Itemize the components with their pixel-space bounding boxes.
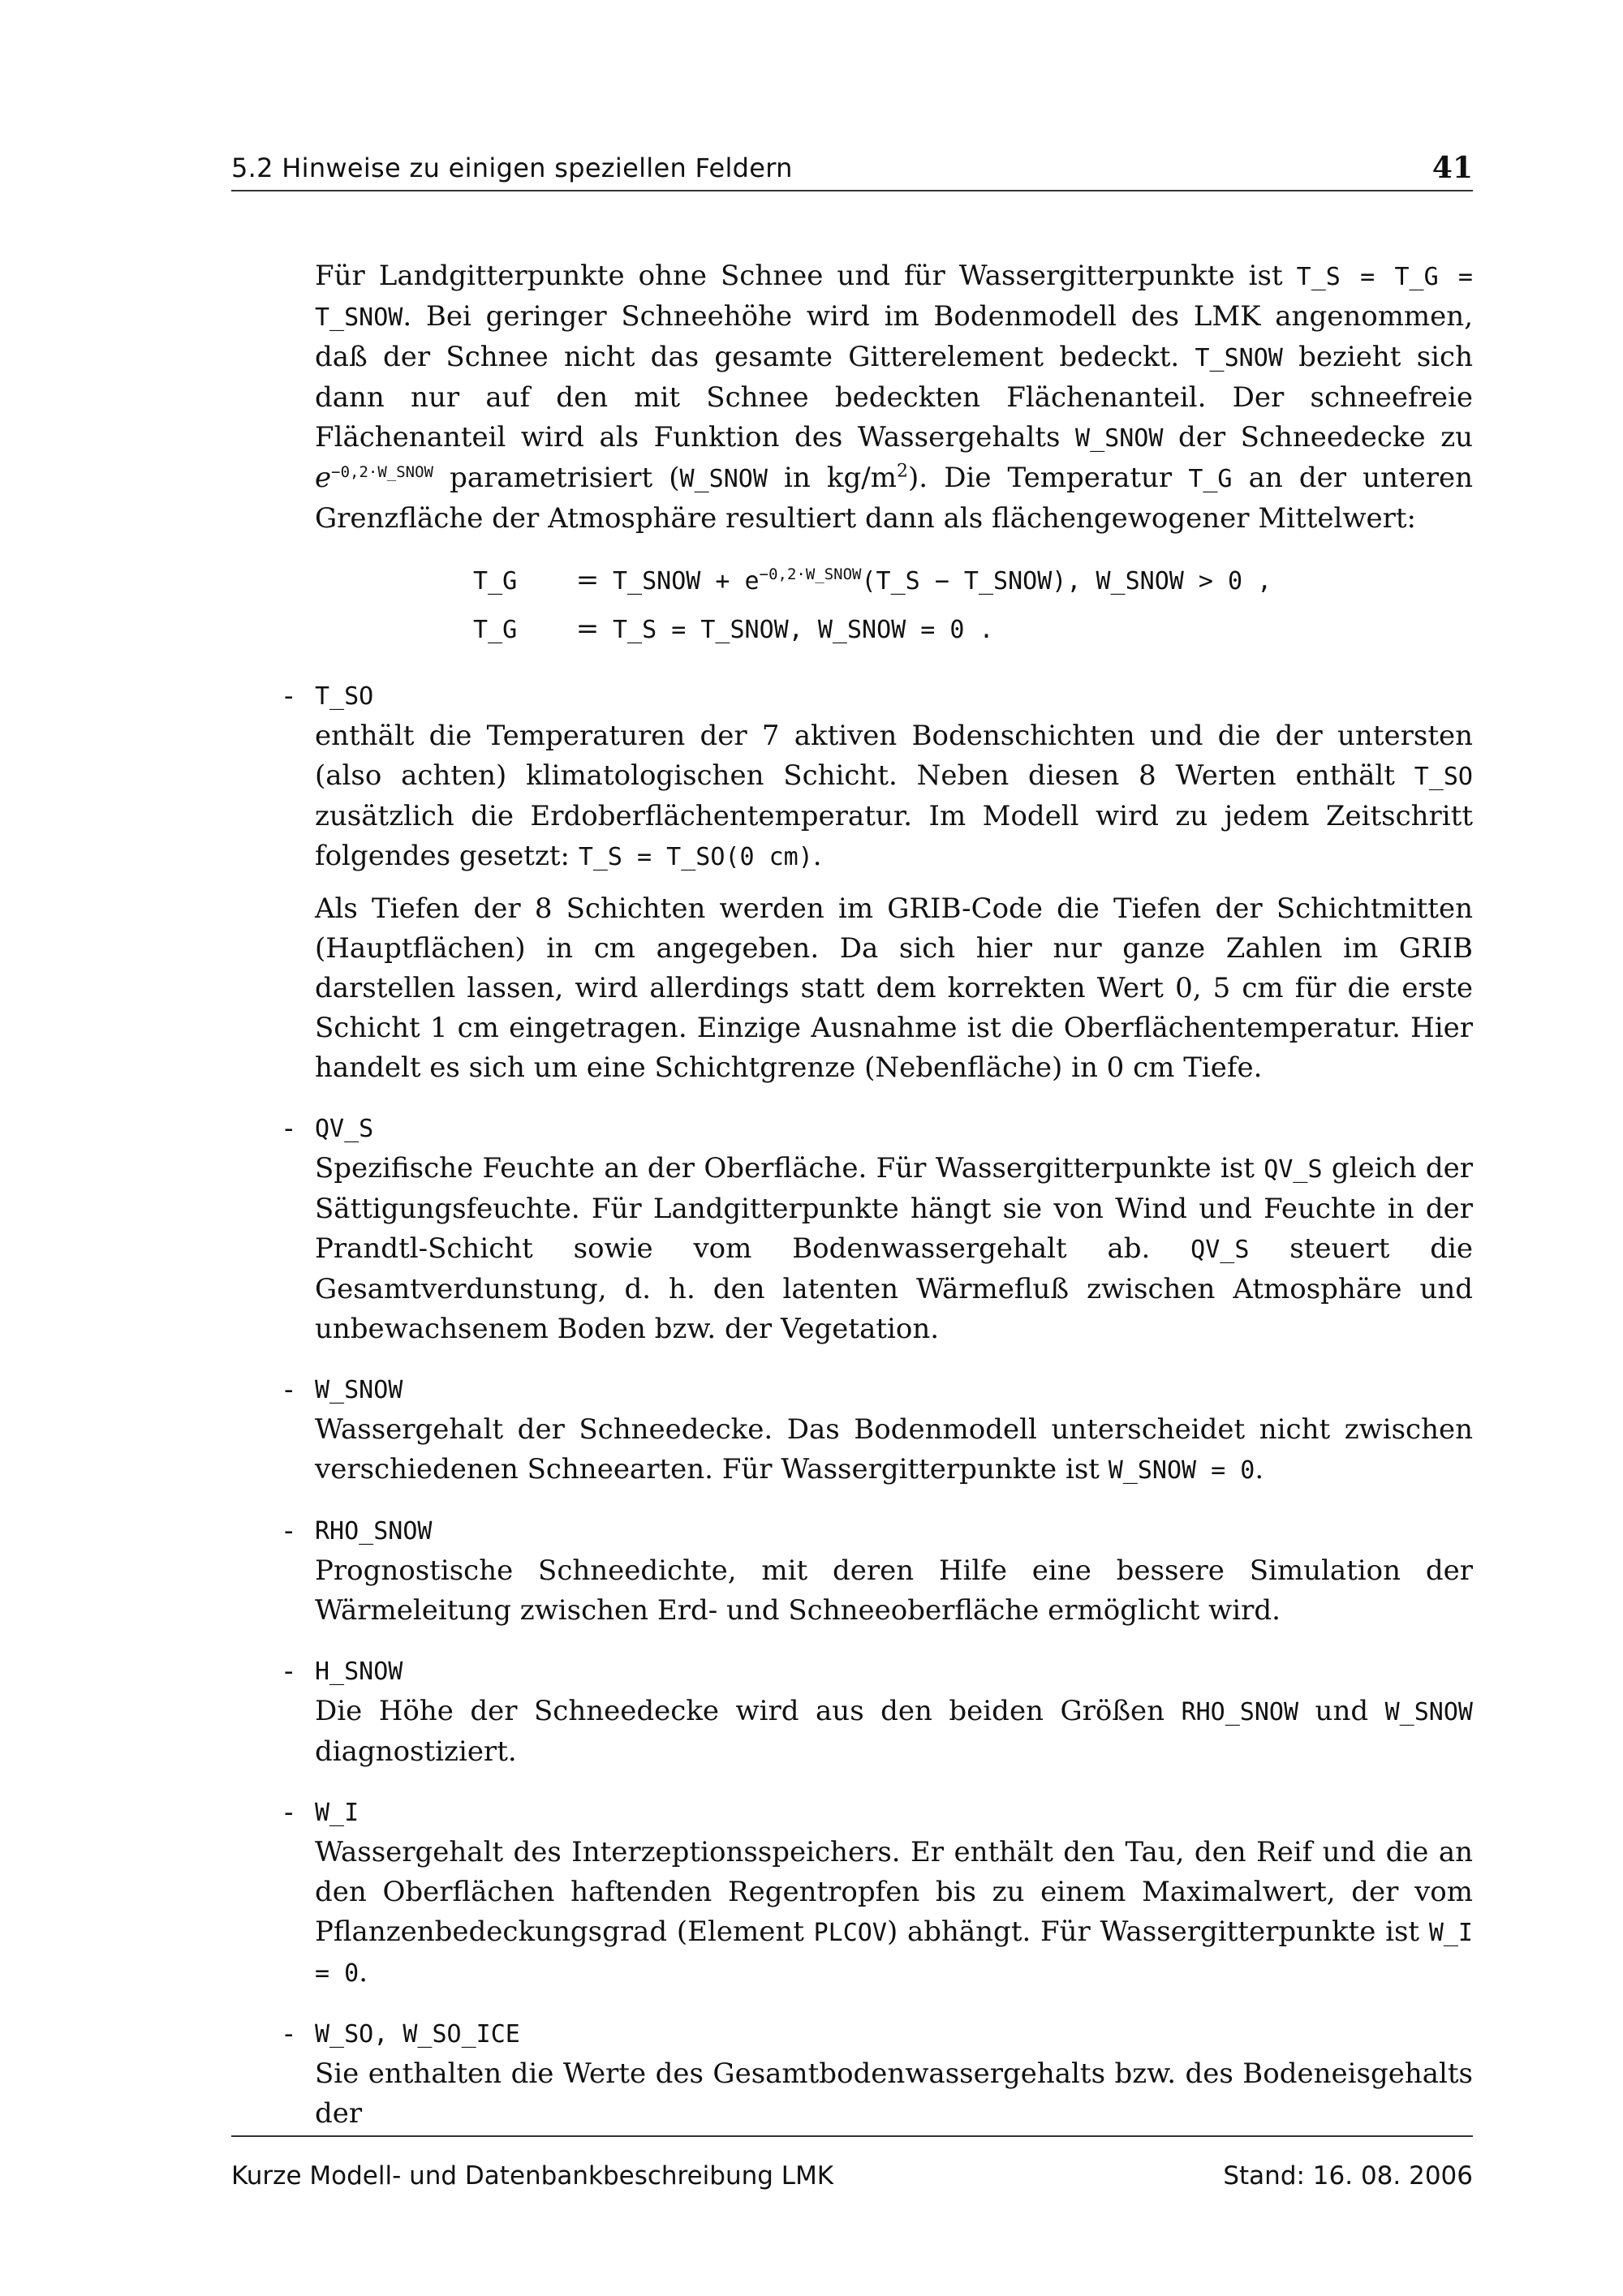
description-text: Die Höhe der Schneedecke wird aus den beiden Größen — [315, 1695, 1182, 1727]
field-description — [315, 1833, 1473, 1993]
intro-text: der Schneedecke zu — [1163, 421, 1473, 454]
intro-text: . Bei geringer Schneehöhe wird im Bodenmodell des LMK angenommen, daß der Schnee nicht das gesamte Gitterelement bedeckt. — [315, 300, 1473, 373]
intro-text: an der unteren Grenzfläche der Atmosphäre resultiert dann als flächengewogener Mittelwert: — [315, 462, 1474, 535]
description-text: Wassergehalt des Interzeptionsspeichers. Er enthält den Tau, den Reif und die an den Oberflächen haftenden Regentropfen bis zu einem Maximalwert, der vom Pflanzenbedeckungsgrad (Element — [315, 1836, 1473, 1948]
list-item — [284, 1793, 1473, 1993]
description-text: enthält die Temperaturen der 7 aktiven Bodenschichten und die der untersten (also achten) klimatologischen Schicht. Neben diesen 8 Werten enthält — [315, 720, 1473, 792]
math-e: e — [315, 462, 332, 494]
equation-row — [473, 605, 1272, 654]
list-item — [284, 677, 1473, 1088]
list-item — [284, 2014, 1473, 2134]
equation-lhs: T_G — [473, 616, 518, 644]
field-name: W_SO, W_SO_ICE — [315, 2020, 520, 2049]
list-item — [284, 1511, 1473, 1631]
intro-text: parametrisiert ( — [433, 462, 680, 494]
inline-code: QV_S — [1264, 1155, 1323, 1184]
equation-rhs: (T_S − T_SNOW), W_SNOW > 0 , — [861, 567, 1272, 595]
math-exponent: −0,2·W_SNOW — [331, 462, 433, 481]
inline-code: W_SNOW — [679, 465, 768, 493]
page-footer — [231, 2135, 1473, 2191]
list-item — [284, 1652, 1473, 1772]
field-description: Sie enthalten die Werte des Gesamtbodenwassergehalts bzw. des Bodeneisgehalts der — [315, 2057, 1473, 2130]
inline-code: T_SO — [1414, 763, 1473, 791]
intro-text: Für Landgitterpunkte ohne Schnee und für Wassergitterpunkte ist — [315, 260, 1297, 292]
intro-paragraph — [315, 256, 1473, 539]
equation-block — [315, 557, 1473, 654]
superscript: 2 — [897, 461, 908, 482]
footer-title: Kurze Modell- und Datenbankbeschreibung LMK — [231, 2161, 834, 2191]
section-title: 5.2 Hinweise zu einigen speziellen Feldern — [231, 153, 793, 183]
inline-code: PLCOV — [813, 1919, 887, 1947]
inline-code: W_SNOW — [1384, 1698, 1473, 1726]
list-bullet: - — [284, 1655, 294, 1688]
field-name: W_SNOW — [315, 1376, 403, 1404]
inline-code: W_SNOW — [1075, 424, 1164, 453]
page-body — [284, 256, 1474, 2134]
equation-exponent: −0,2·W_SNOW — [759, 565, 862, 583]
inline-code: RHO_SNOW — [1181, 1698, 1299, 1726]
inline-code: W_I = 0 — [315, 1919, 1473, 1988]
field-description: Als Tiefen der 8 Schichten werden im GRIB-Code die Tiefen der Schichtmitten (Hauptflächen) in cm angegeben. Da sich hier nur ganze Zahlen im GRIB darstellen lassen, wird allerdings statt dem korrekten Wert 0, 5 cm für die erste Schicht 1 cm eingetragen. Einzige Ausnahme ist die Oberflächentemperatur. Hier handelt es sich um eine Schichtgrenze (Nebenfläche) in 0 cm Tiefe. — [315, 892, 1473, 1084]
page-number: 41 — [1431, 151, 1473, 185]
description-text: . — [359, 1956, 368, 1989]
list-bullet: - — [284, 1796, 294, 1829]
intro-text: in kg/m — [767, 462, 897, 494]
equation-lhs: T_G — [473, 567, 518, 595]
equation-operator: = — [575, 564, 600, 596]
list-bullet: - — [284, 680, 294, 712]
description-text: gleich der Sättigungsfeuchte. Für Landgitterpunkte hängt sie von Wind und Feuchte in der Prandtl-Schicht sowie vom Bodenwassergehalt ab. — [315, 1152, 1474, 1265]
list-bullet: - — [284, 2018, 294, 2050]
equation-row — [473, 557, 1272, 605]
intro-text: ). Die Temperatur — [908, 462, 1189, 494]
equation-rhs: T_SNOW + e — [613, 567, 760, 595]
list-bullet: - — [284, 1515, 294, 1547]
description-text: Spezifische Feuchte an der Oberfläche. Für Wassergitterpunkte ist — [315, 1152, 1264, 1185]
description-text: . — [1255, 1453, 1264, 1486]
description-text: zusätzlich die Erdoberflächentemperatur. Im Modell wird zu jedem Zeitschritt folgendes gesetzt: — [315, 800, 1473, 872]
field-description — [315, 1692, 1473, 1772]
description-text: Wassergehalt der Schneedecke. Das Bodenmodell unterscheidet nicht zwischen verschiedenen Schneearten. Für Wassergitterpunkte ist — [315, 1413, 1473, 1486]
equation-operator: = — [575, 613, 600, 645]
list-item — [284, 1109, 1474, 1349]
inline-code: QV_S — [1190, 1236, 1250, 1264]
list-bullet: - — [284, 1112, 294, 1145]
footer-date: Stand: 16. 08. 2006 — [1223, 2161, 1473, 2191]
inline-code: T_G — [1188, 465, 1233, 493]
field-name: W_I — [315, 1799, 359, 1827]
inline-code: T_S = T_SO(0 cm) — [578, 843, 813, 871]
page-header — [231, 148, 1473, 191]
inline-code: T_S = T_G = T_SNOW — [315, 263, 1473, 332]
description-text: und — [1298, 1695, 1385, 1727]
inline-code: W_SNOW = 0 — [1108, 1456, 1255, 1485]
description-text: ) abhängt. Für Wassergitterpunkte ist — [886, 1915, 1429, 1948]
description-text: diagnostiziert. — [315, 1735, 517, 1768]
field-name: RHO_SNOW — [315, 1517, 433, 1546]
list-bullet: - — [284, 1374, 294, 1406]
description-text: . — [812, 840, 822, 872]
field-description — [315, 716, 1473, 877]
inline-code: T_SNOW — [1195, 344, 1283, 372]
intro-text: bezieht sich dann nur auf den mit Schnee bedeckten Flächenanteil. Der schneefreie Flächenanteil wird als Funktion des Wassergehalts — [315, 341, 1473, 454]
field-name: H_SNOW — [315, 1658, 403, 1686]
field-description: Prognostische Schneedichte, mit deren Hilfe eine bessere Simulation der Wärmeleitung zwischen Erd- und Schneeoberfläche ermöglicht wird. — [315, 1554, 1473, 1627]
field-name: QV_S — [315, 1115, 374, 1143]
field-description — [315, 1410, 1473, 1490]
description-text: steuert die Gesamtverdunstung, d. h. den latenten Wärmefluß zwischen Atmosphäre und unbewachsenem Boden bzw. der Vegetation. — [315, 1232, 1473, 1345]
field-description — [315, 1149, 1473, 1349]
list-item — [284, 1370, 1473, 1490]
equation-rhs: T_S = T_SNOW, W_SNOW = 0 . — [613, 616, 994, 644]
field-name: T_SO — [315, 682, 374, 711]
